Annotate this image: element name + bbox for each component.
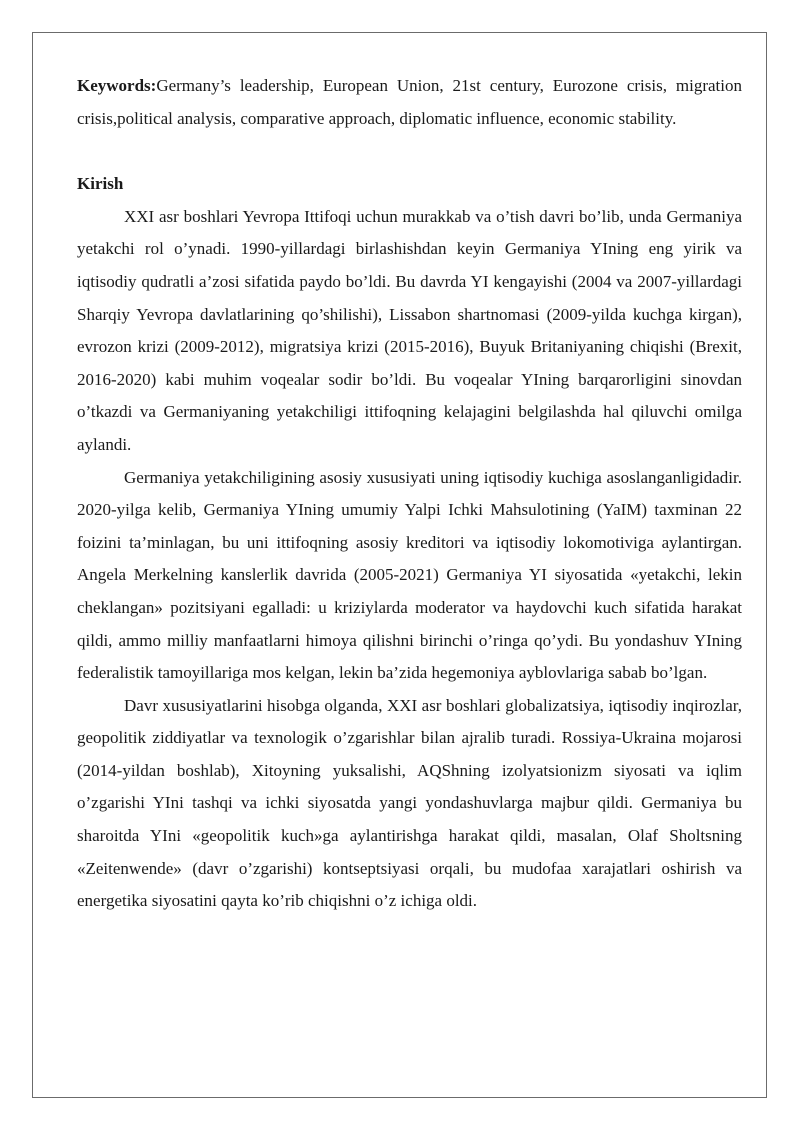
- body-paragraph-3: Davr xususiyatlarini hisobga olganda, XXI asr boshlari globalizatsiya, iqtisodiy inqirozlar, geopolitik ziddiyatlar va texnologik o’zgarishlar bilan ajralib turadi. Rossiya-Ukraina mojarosi (2014-yildan boshlab), Xitoyning yuksalishi, AQShning izolyatsionizm siyosati va iqlim o’zgarishi YIni tashqi va ichki siyosatda yangi yondashuvlarga majbur qildi. Germaniya bu sharoitda YIni «geopolitik kuch»ga aylantirishga harakat qildi, masalan, Olaf Sholtsning «Zeitenwende» (davr o’zgarishi) kontseptsiyasi orqali, bu mudofaa xarajatlari oshirish va energetika siyosatini qayta ko’rib chiqishni o’z ichiga oldi.: [77, 695, 742, 911]
- keywords-text: Germany’s leadership, European Union, 21st century, Eurozone crisis, migration crisis,political analysis, comparative approach, diplomatic influence, economic stability.: [77, 76, 742, 128]
- body-paragraph-1: XXI asr boshlari Yevropa Ittifoqi uchun murakkab va o’tish davri bo’lib, unda Germaniya yetakchi rol o’ynadi. 1990-yillardagi birlashishdan keyin Germaniya YIning eng yirik va iqtisodiy qudratli a’zosi sifatida paydo bo’ldi. Bu davrda YI kengayishi (2004 va 2007-yillardagi Sharqiy Yevropa davlatlarining qo’shilishi), Lissabon shartnomasi (2009-yilda kuchga kirgan), evrozon krizi (2009-2012), migratsiya krizi (2015-2016), Buyuk Britaniyaning chiqishi (Brexit, 2016-2020) kabi muhim voqealar sodir bo’ldi. Bu voqealar YIning barqarorligini sinovdan o’tkazdi va Germaniyaning yetakchiligi ittifoqning kelajagini belgilashda hal qiluvchi omilga aylandi.: [77, 206, 742, 454]
- keywords-paragraph: [77, 70, 742, 135]
- section-heading: Kirish: [77, 174, 124, 194]
- document-body: [77, 70, 742, 918]
- keywords-label: Keywords:: [77, 76, 157, 95]
- body-paragraph-2: Germaniya yetakchiligining asosiy xususiyati uning iqtisodiy kuchiga asoslanganligidadir. 2020-yilga kelib, Germaniya YIning umumiy Yalpi Ichki Mahsulotining (YaIM) taxminan 22 foizini ta’minlagan, bu uni ittifoqning asosiy kreditori va iqtisodiy lokomotiviga aylantirgan. Angela Merkelning kanslerlik davrida (2005-2021) Germaniya YI siyosatida «yetakchi, lekin cheklangan» pozitsiyani egalladi: u kriziylarda moderator va haydovchi kuch sifatida harakat qildi, ammo milliy manfaatlarni himoya qilishni birinchi o’ringa qo’ydi. Bu yondashuv YIning federalistik tamoyillariga mos kelgan, lekin ba’zida hegemoniya ayblovlariga sabab bo’lgan.: [77, 467, 742, 683]
